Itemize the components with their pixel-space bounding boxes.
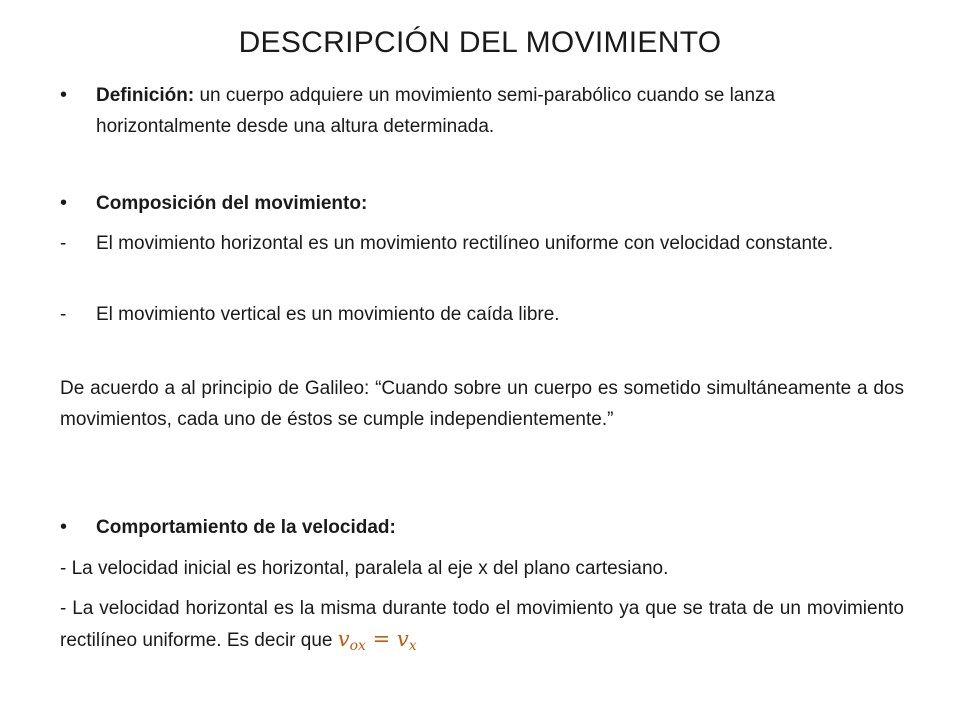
velocity-line-1: - La velocidad inicial es horizontal, paralela al eje x del plano cartesiano. [60,558,669,579]
dash-marker: - [60,304,67,325]
formula-equals: = [365,627,397,651]
composition-item-text: El movimiento horizontal es un movimiento rectilíneo uniforme con velocidad constante. [96,233,834,254]
composition-heading [96,188,904,219]
velocity-formula [337,627,417,654]
formula-lhs-var: v [337,627,350,651]
definition-text: un cuerpo adquiere un movimiento semi-parabólico cuando se lanza horizontalmente desde una altura determinada. [96,85,776,137]
formula-rhs-sub: x [408,638,417,654]
galileo-paragraph: De acuerdo a al principio de Galileo: “Cuando sobre un cuerpo es sometido simultáneamente a dos movimientos, cada uno de éstos se cumple independientemente.” [60,378,904,430]
velocity-line-2 [60,593,904,662]
slide-title: DESCRIPCIÓN DEL MOVIMIENTO [238,26,722,59]
velocity-heading [96,512,904,543]
composition-label: Composición del movimiento: [96,193,368,214]
bullet-icon: • [60,192,68,214]
formula-rhs-var: v [396,627,409,651]
definition-label: Definición: [96,85,195,106]
velocity-label: Comportamiento de la velocidad: [96,517,396,538]
velocity-line-2-text: - La velocidad horizontal es la misma durante todo el movimiento ya que se trata de un movimiento rectilíneo uniforme. Es decir que [60,598,904,651]
bullet-icon: • [60,516,68,538]
composition-item-text: El movimiento vertical es un movimiento de caída libre. [96,304,560,325]
definition-paragraph [96,80,904,142]
bullet-icon: • [60,84,68,106]
formula-lhs-sub: ox [349,638,366,654]
dash-marker: - [60,233,67,254]
